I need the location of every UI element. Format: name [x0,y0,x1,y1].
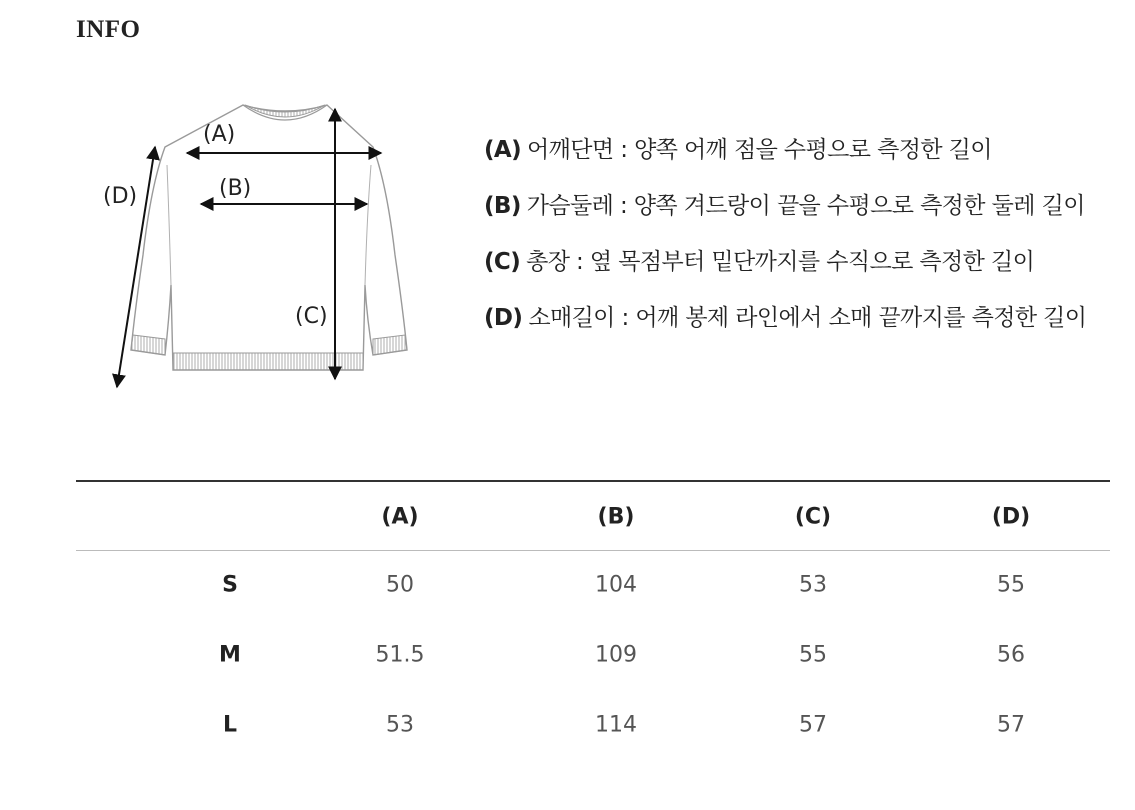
definition-text: 어깨단면 : 양쪽 어깨 점을 수평으로 측정한 길이 [527,137,992,163]
definition-c [484,244,1124,300]
definition-a [484,132,1124,188]
definition-key: (B) [484,193,521,219]
definition-text: 총장 : 옆 목점부터 밑단까지를 수직으로 측정한 길이 [526,249,1035,275]
value-cell: 56 [997,642,1025,668]
definition-key: (D) [484,305,523,331]
value-cell: 114 [595,712,637,738]
header-cell: (D) [991,504,1031,530]
header-cell: (B) [597,504,635,530]
label-b: (B) [219,176,252,201]
definition-key: (C) [484,249,521,275]
definition-key: (A) [484,137,522,163]
sweater-cuff-left [131,335,165,355]
value-cell: 53 [799,572,827,598]
value-cell: 109 [595,642,637,668]
page-title: INFO [76,16,141,43]
definition-b [484,188,1124,244]
definition-d [484,300,1124,356]
sweater-diagram [95,95,425,405]
header-cell: (A) [381,504,419,530]
value-cell: 104 [595,572,637,598]
sweater-cuff-right [373,335,407,355]
header-cell: (C) [794,504,832,530]
label-d: (D) [103,184,138,209]
label-a: (A) [203,122,236,147]
value-cell: 50 [386,572,414,598]
value-cell: 53 [386,712,414,738]
definition-text: 소매길이 : 어깨 봉제 라인에서 소매 끝까지를 측정한 길이 [528,305,1087,331]
value-cell: 51.5 [375,642,425,668]
size-cell: M [219,642,241,668]
value-cell: 57 [997,712,1025,738]
measurement-definitions [484,132,1124,356]
value-cell: 55 [997,572,1025,598]
value-cell: 57 [799,712,827,738]
sweater-outline [131,105,407,370]
label-c: (C) [295,304,328,329]
definition-text: 가슴둘레 : 양쪽 겨드랑이 끝을 수평으로 측정한 둘레 길이 [526,193,1085,219]
size-cell: L [222,712,238,738]
size-cell: S [222,572,238,598]
value-cell: 55 [799,642,827,668]
